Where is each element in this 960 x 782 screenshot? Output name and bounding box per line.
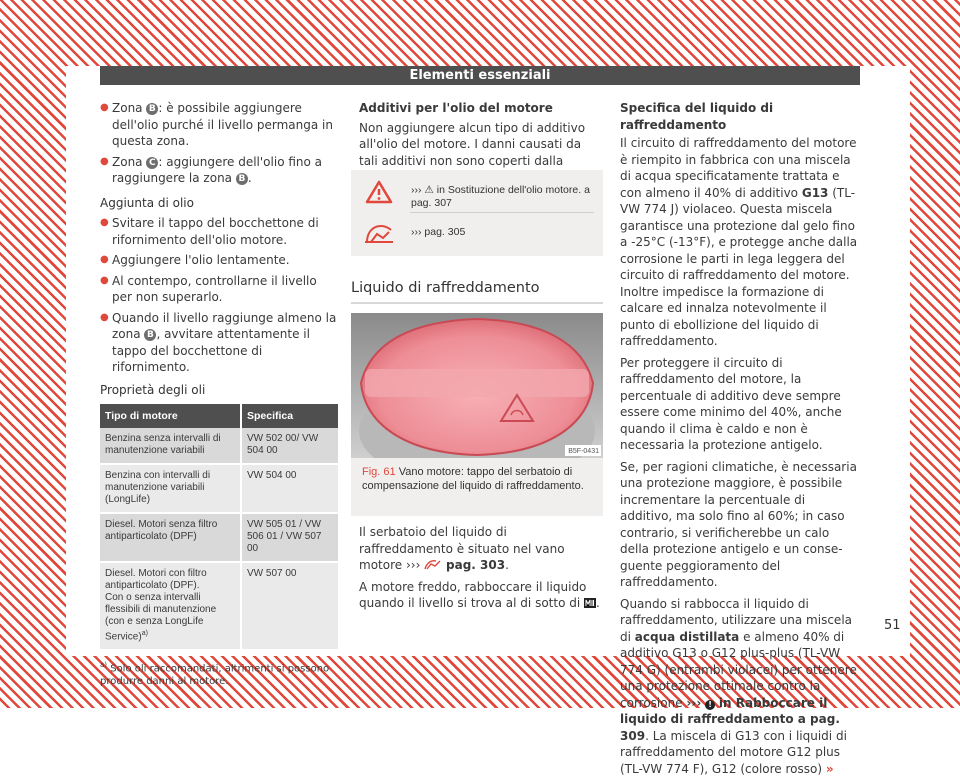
coolant-cap-figure	[351, 313, 603, 458]
right-paragraph-4	[620, 596, 860, 778]
figure-code: B5F-0431	[568, 448, 599, 455]
step-item: ● Aggiungere l'olio lentamente.	[100, 252, 340, 269]
coolant-cap-illustration	[351, 313, 603, 458]
page-number: 51	[884, 618, 901, 633]
column-header: Tipo di motore	[100, 404, 241, 428]
column-header: Specifica	[241, 404, 339, 428]
spec-cell: VW 504 00	[241, 464, 339, 513]
coolant-refill-text	[359, 579, 603, 612]
engine-cell: Diesel. Motori senza filtro antiparticolato (DPF)	[100, 513, 241, 562]
info-icon: !	[705, 700, 715, 710]
page-reference-link[interactable]: pag. 303	[446, 558, 506, 572]
figure-caption	[362, 465, 594, 493]
para-bold: G13	[801, 185, 829, 200]
zone-badge: B	[144, 329, 156, 341]
para-text: . La miscela di G13 con i liquidi di raffreddamento del motore G12 plus (TL-VW 774 F), G12 (colore rosso)	[620, 728, 847, 776]
warning-ref-1[interactable]: ››› ⚠ in Sostituzione dell'olio motore. a pag. 307	[411, 184, 590, 209]
bullet-text: Zona	[112, 101, 143, 115]
oil-properties-heading: Proprietà degli oli	[100, 382, 206, 397]
right-paragraph-2: Per proteggere il circuito di raffreddamento del motore, la percentuale di additivo deve sempre essere come minimo del 40%, anche quando il clima è caldo e non è necessaria la protezione antigelo.	[620, 355, 842, 452]
right-paragraph-1	[620, 135, 860, 350]
engine-cell	[100, 562, 241, 650]
ref-arrow: ›››	[686, 695, 702, 710]
ref-arrow: ›››	[405, 558, 425, 572]
bullet-text: .	[247, 171, 252, 185]
para-bold: acqua distillata	[634, 629, 740, 644]
oil-spec-table	[100, 404, 340, 651]
section-title: Liquido di raffreddamento	[351, 280, 540, 296]
bullet-text: : aggiungere dell'olio fino a raggiungere la zona	[112, 154, 323, 185]
middle-column-bottom	[359, 524, 603, 617]
para-text: Il circuito di raffreddamento del motore è riempito in fabbrica con una miscela di acqua specificatamente trattata e con almeno il 40% di additivo	[620, 136, 857, 200]
add-oil-heading: Aggiunta di olio	[100, 195, 194, 210]
bullet-text: : è possibile aggiungere dell'olio purché il livello permanga in questa zona.	[112, 101, 333, 148]
spec-cell: VW 502 00/ VW 504 00	[241, 428, 339, 464]
right-paragraph-3: Se, per ragioni climatiche, è necessaria una protezione maggiore, è possibile incrementare la percentuale di additivo, ma solo fino al 60%; in caso contrario, si verificherebbe un calo della protezione antigelo e un conseguente peggioramento del raffreddamento.	[620, 459, 857, 589]
min-marker-icon	[584, 598, 596, 608]
bullet-zone-c	[100, 154, 340, 187]
additives-heading: Additivi per l'olio del motore	[359, 101, 553, 115]
table-row	[100, 562, 339, 650]
continue-marker: »	[825, 761, 834, 776]
footnote-ref: a)	[141, 630, 148, 637]
table-row	[100, 513, 339, 562]
section-rule	[351, 302, 603, 304]
footnote-mark: a)	[100, 661, 108, 670]
page-header: Elementi essenziali	[100, 66, 860, 85]
spec-cell: VW 507 00	[241, 562, 339, 650]
step-item	[100, 310, 340, 376]
warning-triangle-icon	[365, 180, 393, 204]
para-text: A motore freddo, rabboccare il liquido quando il livello si trova al di sotto di	[359, 579, 587, 610]
warning-ref-2[interactable]: ››› pag. 305	[411, 226, 466, 238]
page-reference-link[interactable]: in Rabboccare il liquido di raffreddamento a pag. 309	[620, 695, 840, 743]
step-item: ● Svitare il tappo del bocchettone di rifornimento dell'olio motore.	[100, 215, 340, 248]
environment-icon	[363, 220, 395, 246]
footnote	[100, 659, 340, 687]
step-text: , avvitare attentamente il tappo del bocchettone di rifornimento.	[112, 327, 310, 374]
table-row	[100, 428, 339, 464]
warnbox-divider	[410, 212, 594, 213]
zone-badge: B	[236, 173, 248, 185]
footnote-text: Solo oli raccomandati, altrimenti si possono produrre danni al motore.	[100, 663, 330, 687]
para-text: (TL-VW 774 J) violaceo. Questa miscela garantisce una protezione dal gelo fino a -25°C (-13°F), e protegge anche dalla corrosione le parti in lega leggera del circuito di raffreddamento del motore. Inoltre impedisce la formazione di calcare ed innalza notevolmente il punto di ebollizione del liquido di raffreddamento.	[620, 185, 858, 348]
para-text: e almeno 40% di additivo G13 o G12 plus-plus (TL-VW 774 G) (entrambi violacei) per ottenere una protezione ottimale contro la corrosione	[620, 629, 857, 710]
right-column	[620, 100, 860, 782]
additives-text: Non aggiungere alcun tipo di additivo all'olio del motore. I danni causati da tali additivi non sono coperti dalla	[359, 120, 586, 168]
figure-label: Fig. 61	[362, 466, 396, 478]
bullet-zone-b	[100, 100, 340, 150]
table-row	[100, 464, 339, 513]
spec-cell: VW 505 01 / VW 506 01 / VW 507 00	[241, 513, 339, 562]
coolant-location-text: Il serbatoio del liquido di raffreddamento è situato nel vano motore ››› pag. 303.	[359, 525, 565, 572]
para-text: Quando si rabbocca il liquido di raffreddamento, utilizzare una miscela di	[620, 596, 853, 644]
figure-caption-text: Vano motore: tappo del serbatoio di compensazione del liquido di raffreddamento.	[362, 466, 584, 492]
bullet-text: Zona	[112, 154, 143, 169]
para-text: .	[596, 596, 600, 610]
para-text: Il serbatoio del liquido di raffreddamento è situato nel vano motore	[359, 525, 565, 572]
coolant-spec-heading: Specifica del liquido di raffreddamento	[620, 101, 774, 132]
step-text: Quando il livello raggiunge almeno la zona	[112, 310, 337, 341]
engine-cell: Benzina senza intervalli di manutenzione variabili	[100, 428, 241, 464]
table-header-row	[100, 404, 339, 428]
engine-text: Diesel. Motori con filtro antiparticolato (DPF). Con o senza intervalli flessibili di manutenzione (con e senza LongLife Service)	[105, 568, 217, 643]
zone-badge: B	[146, 103, 158, 115]
left-column	[100, 100, 340, 688]
step-item: ● Al contempo, controllarne il livello per non superarlo.	[100, 273, 340, 306]
environment-icon	[424, 558, 442, 570]
engine-cell: Benzina con intervalli di manutenzione variabili (LongLife)	[100, 464, 241, 513]
warning-reference-box	[351, 170, 603, 256]
zone-badge: C	[146, 157, 158, 169]
